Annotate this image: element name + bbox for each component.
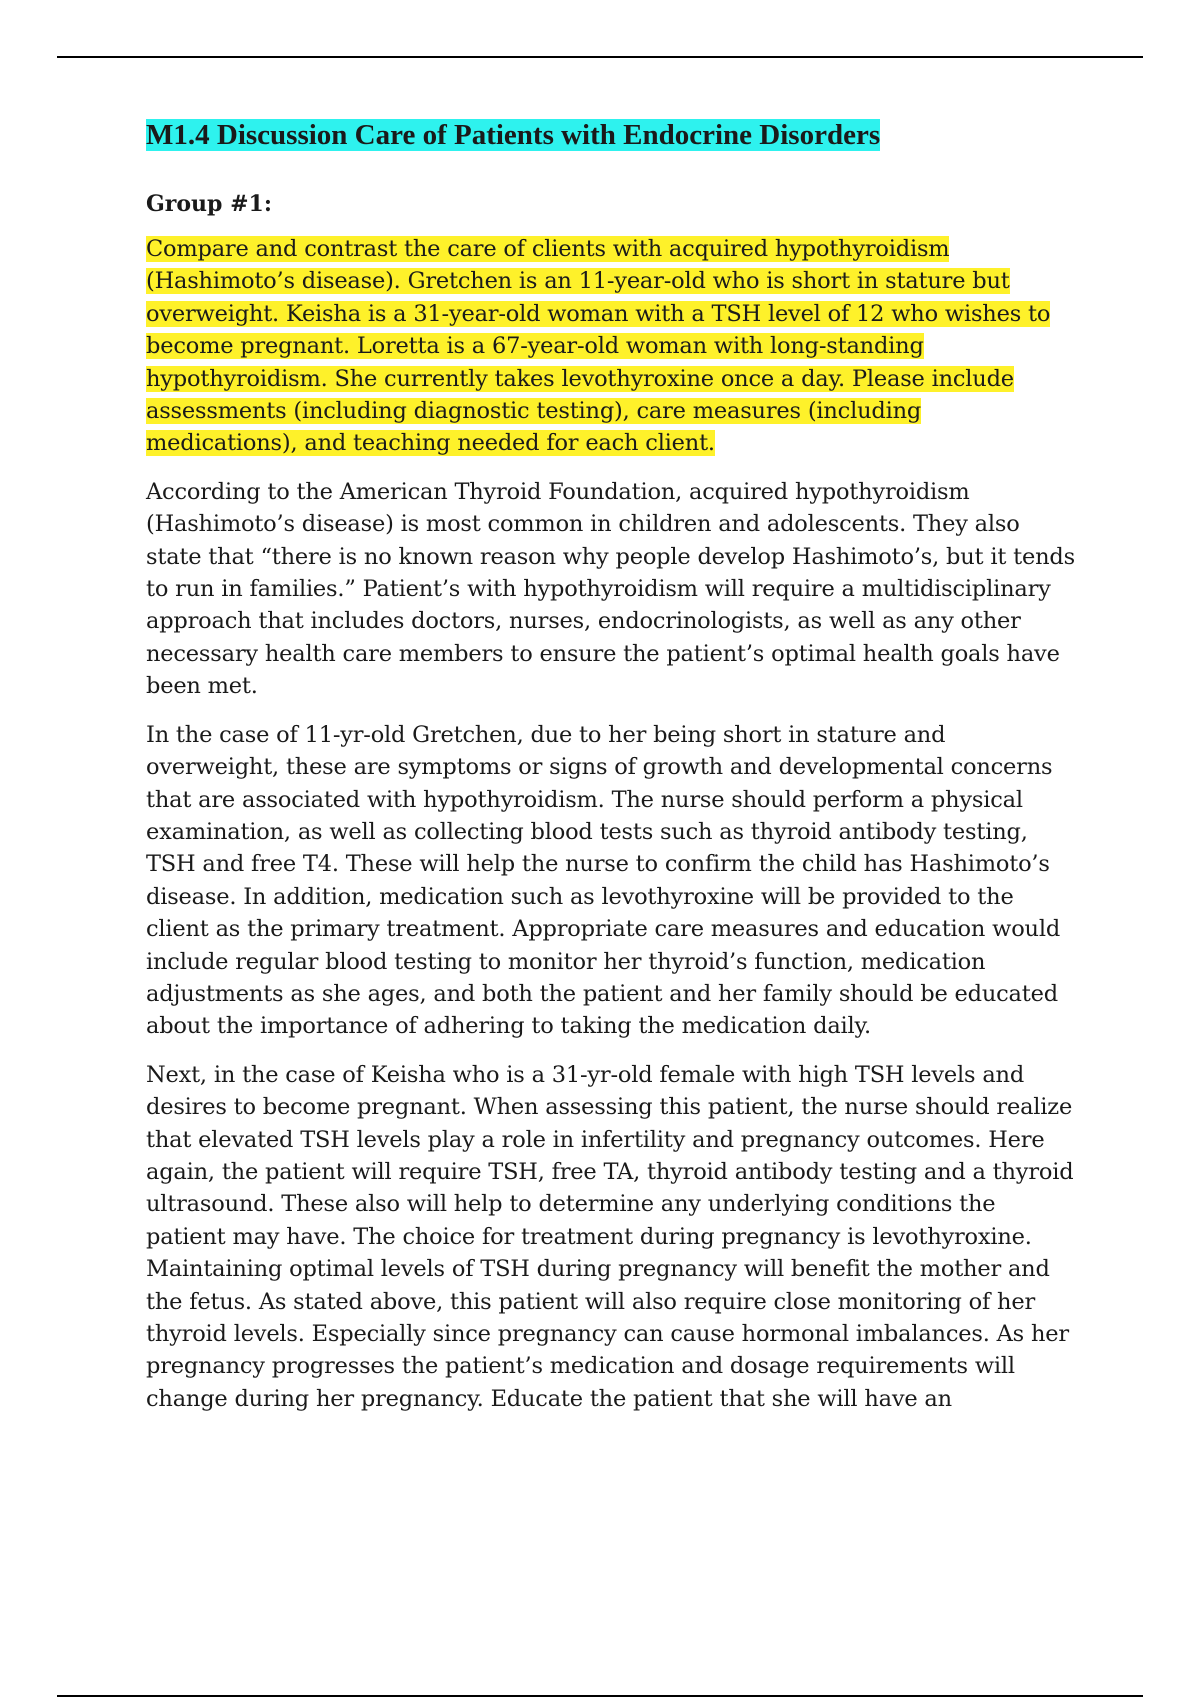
paragraph-intro: According to the American Thyroid Foundation, acquired hypothyroidism (Hashimoto’s disease) is most common in children and adolescents. They also state that “there is no known reason why people develop Hashimoto’s, but it tends to run in families.” Patient’s with hypothyroidism will require a multidisciplinary approach that includes doctors, nurses, endocrinologists, as well as any other necessary health care members to ensure the patient’s optimal health goals have been met. — [146, 478, 1075, 700]
paragraph-keisha: Next, in the case of Keisha who is a 31-yr-old female with high TSH levels and desires to become pregnant. When assessing this patient, the nurse should realize that elevated TSH levels play a role in infertility and pregnancy outcomes. Here again, the patient will require TSH, free TA, thyroid antibody testing and a thyroid ultrasound. These also will help to determine any underlying conditions the patient may have. The choice for treatment during pregnancy is levothyroxine. Maintaining optimal levels of TSH during pregnancy will benefit the mother and the fetus. As stated above, this patient will also require close monitoring of her thyroid levels. Especially since pregnancy can cause hormonal imbalances. As her pregnancy progresses the patient’s medication and dosage requirements will change during her pregnancy. Educate the patient that she will have an — [146, 1061, 1074, 1412]
group-heading: Group #1: — [146, 191, 272, 217]
paragraph-gretchen: In the case of 11-yr-old Gretchen, due to her being short in stature and overweight, these are symptoms or signs of growth and developmental concerns that are associated with hypothyroidism. The nurse should perform a physical examination, as well as collecting blood tests such as thyroid antibody testing, TSH and free T4. These will help the nurse to confirm the child has Hashimoto’s disease. In addition, medication such as levothyroxine will be provided to the client as the primary treatment. Appropriate care measures and education would include regular blood testing to monitor her thyroid’s function, medication adjustments as she ages, and both the patient and her family should be educated about the importance of adhering to taking the medication daily. — [146, 721, 1061, 1040]
discussion-prompt — [146, 233, 1076, 460]
page-title-text: M1.4 Discussion Care of Patients with Endocrine Disorders — [146, 119, 881, 151]
document-body — [146, 115, 1076, 1415]
header-rule — [57, 56, 1143, 58]
page-title — [146, 115, 1076, 155]
footer-rule — [57, 1695, 1143, 1697]
discussion-prompt-text: Compare and contrast the care of clients with acquired hypothyroidism (Hashimoto’s disease). Gretchen is an 11-year-old who is short in stature but overweight. Keisha is a 31-year-old woman with a TSH level of 12 who wishes to become pregnant. Loretta is a 67-year-old woman with long-standing hypothyroidism. She currently takes levothyroxine once a day. Please include assessments (including diagnostic testing), care measures (including medications), and teaching needed for each client. — [146, 236, 1051, 457]
